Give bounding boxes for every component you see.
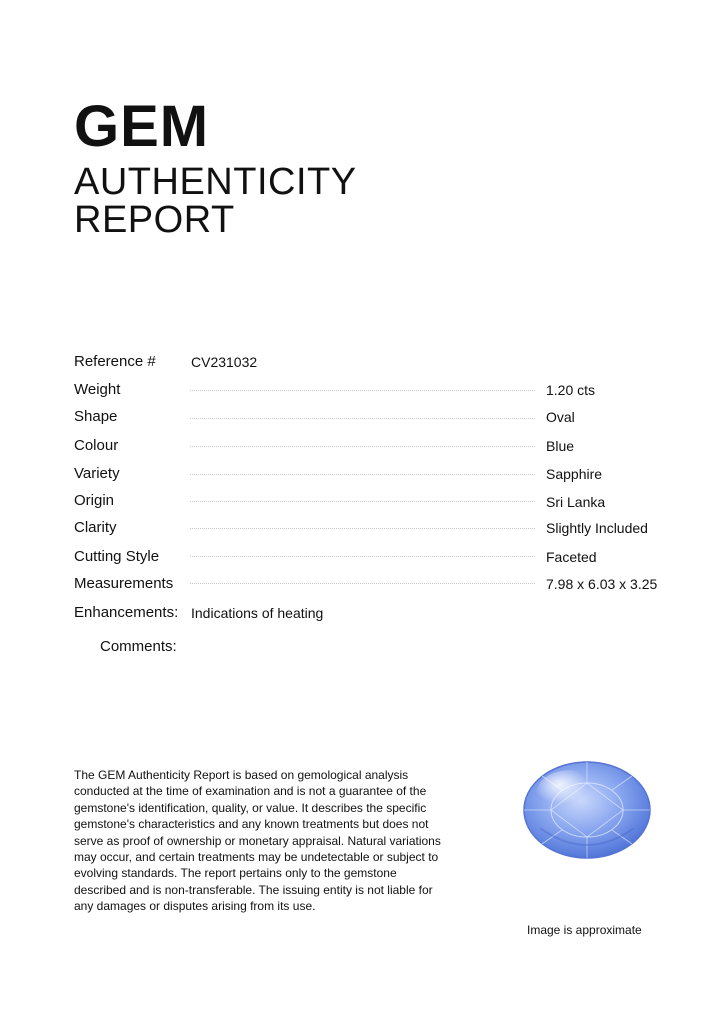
weight-label: Weight — [74, 381, 121, 398]
disclaimer-text: The GEM Authenticity Report is based on gemological analysis conducted at the time of examination and is not a guarantee of the gemstone's identification, quality, or value. It describes the specific gemstone's characteristics and any known treatments but does not serve as proof of ownership or monetary appraisal. Natural variations may occur, and certain treatments may be undetectable or subject to evolving standards. The report pertains only to the gemstone described and is non-transferable. The issuing entity is not liable for any damages or disputes arising from its use. — [74, 768, 441, 914]
leader-line — [190, 474, 535, 475]
reference-label: Reference # — [74, 353, 156, 370]
report-title-sub — [74, 163, 357, 239]
colour-label: Colour — [74, 437, 119, 454]
leader-line — [190, 528, 535, 529]
report-title-gem: GEM — [74, 94, 210, 159]
comments-label: Comments: — [100, 638, 177, 655]
variety-value: Sapphire — [546, 466, 603, 482]
weight-value: 1.20 cts — [546, 382, 596, 398]
leader-line — [190, 501, 535, 502]
shape-label: Shape — [74, 408, 118, 425]
shape-value: Oval — [546, 409, 575, 425]
enhancements-label: Enhancements: — [74, 604, 179, 621]
colour-value: Blue — [546, 438, 575, 454]
sapphire-image — [520, 758, 654, 862]
origin-value: Sri Lanka — [546, 494, 606, 510]
enhancements-value: Indications of heating — [191, 605, 324, 621]
leader-line — [190, 418, 535, 419]
leader-line — [190, 583, 535, 584]
cutting-style-value: Faceted — [546, 549, 597, 565]
report-title-line-2: REPORT — [74, 199, 235, 241]
variety-label: Variety — [74, 465, 120, 482]
origin-label: Origin — [74, 492, 115, 509]
image-caption: Image is approximate — [527, 923, 642, 937]
clarity-value: Slightly Included — [546, 520, 648, 536]
clarity-label: Clarity — [74, 519, 117, 536]
leader-line — [190, 446, 535, 447]
report-title-line-1: AUTHENTICITY — [74, 161, 357, 203]
measurements-value: 7.98 x 6.03 x 3.25 — [546, 576, 658, 592]
reference-value: CV231032 — [191, 354, 258, 370]
measurements-label: Measurements — [74, 575, 174, 592]
leader-line — [190, 390, 535, 391]
cutting-style-label: Cutting Style — [74, 548, 160, 565]
leader-line — [190, 556, 535, 557]
